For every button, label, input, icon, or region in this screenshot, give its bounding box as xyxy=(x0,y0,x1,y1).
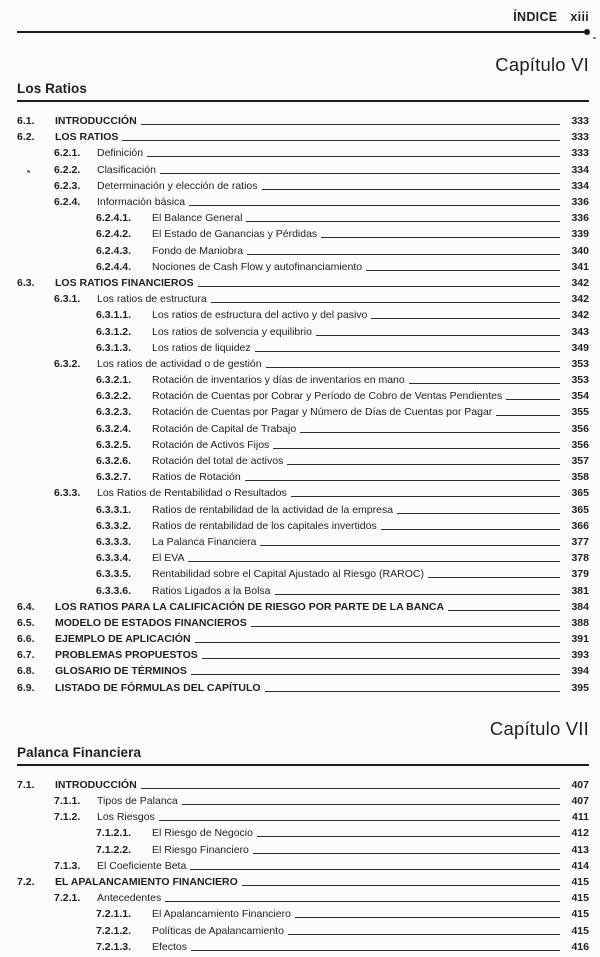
leader-line xyxy=(257,836,560,837)
leader-line xyxy=(262,189,561,190)
entry-title: Ratios de Rotación xyxy=(152,471,241,484)
entry-number: 6.3.3.6. xyxy=(96,584,132,597)
toc-entry xyxy=(17,777,589,793)
entry-title: Nociones de Cash Flow y autofinanciamiento xyxy=(152,260,363,273)
entry-number: 6.3.2.5. xyxy=(96,438,132,451)
entry-page-number: 339 xyxy=(571,228,589,241)
leader-line xyxy=(247,254,560,255)
entry-page-number: 411 xyxy=(572,811,589,824)
entry-number: 6.2.4.4. xyxy=(96,260,132,273)
entry-number: 7.1.1. xyxy=(54,795,81,808)
entry-number: 6.3.3.5. xyxy=(96,568,132,581)
entry-page-number: 333 xyxy=(571,131,589,144)
toc-entry xyxy=(17,615,589,631)
entry-number: 7.1.2.1. xyxy=(96,827,132,840)
scan-speck xyxy=(593,37,596,39)
toc-entry xyxy=(17,631,589,647)
entry-title: Los Ratios de Rentabilidad o Resultados xyxy=(97,487,287,500)
entry-number: 6.3.2.4. xyxy=(96,422,132,435)
toc-entry xyxy=(17,890,589,906)
entry-page-number: 358 xyxy=(571,471,589,484)
entry-page-number: 393 xyxy=(571,649,589,662)
entry-title: GLOSARIO DE TÉRMINOS xyxy=(55,665,187,678)
entry-page-number: 381 xyxy=(571,584,589,597)
entry-number: 6.5. xyxy=(17,616,35,629)
entry-page-number: 355 xyxy=(571,406,589,419)
entry-number: 6.2.4.1. xyxy=(96,212,132,225)
entry-number: 6.2.3. xyxy=(54,179,81,192)
toc-entry xyxy=(17,922,589,938)
toc-entry xyxy=(17,226,589,242)
leader-line xyxy=(159,820,560,821)
chapter-vi-section xyxy=(17,53,589,696)
running-head-folio: xiii xyxy=(570,10,589,24)
entry-title: LOS RATIOS FINANCIEROS xyxy=(55,276,194,289)
entry-title: Fondo de Maniobra xyxy=(152,244,244,257)
leader-line xyxy=(381,529,560,530)
entry-number: 6.2.1. xyxy=(54,147,81,160)
leader-line xyxy=(409,383,560,384)
toc-entry xyxy=(17,599,589,615)
entry-number: 7.2. xyxy=(17,875,35,888)
entry-number: 6.2.4. xyxy=(54,196,81,209)
toc-entry xyxy=(17,566,589,582)
toc-entry xyxy=(17,534,589,550)
running-head xyxy=(17,10,589,24)
entry-page-number: 336 xyxy=(571,196,589,209)
entry-page-number: 377 xyxy=(571,535,589,548)
toc-entry xyxy=(17,275,589,291)
entry-number: 6.8. xyxy=(17,665,35,678)
leader-line xyxy=(397,513,560,514)
leader-line xyxy=(141,124,560,125)
toc-entry xyxy=(17,404,589,420)
entry-page-number: 340 xyxy=(571,244,589,257)
leader-line xyxy=(506,399,560,400)
toc-entry xyxy=(17,518,589,534)
entry-title: LOS RATIOS PARA LA CALIFICACIÓN DE RIESGO POR PARTE DE LA BANCA xyxy=(55,600,445,613)
entry-number: 6.3.2.3. xyxy=(96,406,132,419)
entry-title: Políticas de Apalancamiento xyxy=(152,924,284,937)
toc-entry xyxy=(17,323,589,339)
entry-title: El EVA xyxy=(152,552,185,565)
entry-page-number: 391 xyxy=(571,633,589,646)
leader-line xyxy=(160,173,560,174)
chapter-title-rule xyxy=(17,764,589,766)
toc-entries-list xyxy=(17,113,589,696)
entry-number: 6.2.4.3. xyxy=(96,244,132,257)
entry-page-number: 334 xyxy=(571,179,589,192)
entry-number: 6.3.3. xyxy=(54,487,81,500)
leader-line xyxy=(295,917,560,918)
entry-page-number: 353 xyxy=(571,357,589,370)
entry-page-number: 366 xyxy=(571,519,589,532)
toc-entry xyxy=(17,453,589,469)
entry-page-number: 342 xyxy=(571,276,589,289)
entry-title: Tipos de Palanca xyxy=(97,795,178,808)
entry-page-number: 365 xyxy=(571,487,589,500)
entry-number: 6.4. xyxy=(17,600,35,613)
toc-entry xyxy=(17,647,589,663)
toc-entry xyxy=(17,388,589,404)
leader-line xyxy=(251,626,560,627)
entry-number: 6.2.2. xyxy=(54,163,81,176)
entry-title: Ratios de rentabilidad de los capitales invertidos xyxy=(152,519,377,532)
leader-line xyxy=(189,205,560,206)
entry-number: 7.2.1. xyxy=(54,892,81,905)
entry-number: 6.3.2.7. xyxy=(96,471,132,484)
entry-page-number: 415 xyxy=(571,908,589,921)
entry-number: 6.3.1.3. xyxy=(96,341,132,354)
entry-number: 6.3.2.6. xyxy=(96,455,132,468)
leader-line xyxy=(266,367,560,368)
entry-number: 6.3.3.3. xyxy=(96,535,132,548)
entry-number: 6.3.1.2. xyxy=(96,325,132,338)
leader-line xyxy=(141,788,560,789)
entry-page-number: 343 xyxy=(571,325,589,338)
entry-title: INTRODUCCIÓN xyxy=(55,115,137,128)
entry-title: Rotación del total de activos xyxy=(152,455,284,468)
entry-title: Clasificación xyxy=(97,163,156,176)
entry-page-number: 379 xyxy=(571,568,589,581)
toc-entry xyxy=(17,372,589,388)
entry-number: 6.3.2.1. xyxy=(96,374,132,387)
entry-number: 6.3.2.2. xyxy=(96,390,132,403)
header-rule xyxy=(17,31,589,33)
toc-entry xyxy=(17,113,589,129)
leader-line xyxy=(288,934,560,935)
entry-title: LISTADO DE FÓRMULAS DEL CAPÍTULO xyxy=(55,681,261,694)
entry-page-number: 414 xyxy=(571,859,589,872)
entry-page-number: 415 xyxy=(571,924,589,937)
entry-title: PROBLEMAS PROPUESTOS xyxy=(55,649,198,662)
toc-entry xyxy=(17,340,589,356)
leader-line xyxy=(448,610,560,611)
entry-title: El Balance General xyxy=(152,212,243,225)
entry-number: 7.2.1.2. xyxy=(96,924,132,937)
entry-page-number: 357 xyxy=(571,455,589,468)
entry-page-number: 336 xyxy=(571,212,589,225)
leader-line xyxy=(188,561,560,562)
toc-entry xyxy=(17,243,589,259)
leader-line xyxy=(496,415,560,416)
entry-number: 7.1. xyxy=(17,778,35,791)
toc-entry xyxy=(17,680,589,696)
entry-title: Los Riesgos xyxy=(97,811,155,824)
toc-entry xyxy=(17,307,589,323)
entry-number: 7.1.2. xyxy=(54,811,81,824)
entry-title: Efectos xyxy=(152,940,188,953)
leader-line xyxy=(275,594,561,595)
entry-number: 7.2.1.1. xyxy=(96,908,132,921)
entry-title: EL APALANCAMIENTO FINANCIERO xyxy=(55,875,238,888)
entry-title: Rotación de Capital de Trabajo xyxy=(152,422,297,435)
toc-entry xyxy=(17,259,589,275)
toc-entry xyxy=(17,356,589,372)
entry-page-number: 333 xyxy=(571,147,589,160)
chapter-title: Palanca Financiera xyxy=(17,744,142,760)
entry-page-number: 333 xyxy=(571,115,589,128)
entry-title: Los ratios de actividad o de gestión xyxy=(97,357,262,370)
toc-entry xyxy=(17,291,589,307)
leader-line xyxy=(198,286,560,287)
entry-title: Los ratios de solvencia y equilibrio xyxy=(152,325,312,338)
toc-entry xyxy=(17,939,589,955)
entry-number: 6.2. xyxy=(17,131,35,144)
entry-page-number: 353 xyxy=(571,374,589,387)
toc-entry xyxy=(17,550,589,566)
running-head-title: ÍNDICE xyxy=(513,10,558,24)
entry-number: 7.2.1.3. xyxy=(96,940,132,953)
entry-title: Los ratios de estructura del activo y del pasivo xyxy=(152,309,368,322)
leader-line xyxy=(122,140,560,141)
toc-entry xyxy=(17,582,589,598)
toc-entry xyxy=(17,485,589,501)
toc-entry xyxy=(17,663,589,679)
entry-title: Los ratios de liquidez xyxy=(152,341,251,354)
entry-title: Rotación de inventarios y días de inventarios en mano xyxy=(152,374,405,387)
toc-entry xyxy=(17,194,589,210)
entry-page-number: 407 xyxy=(571,795,589,808)
entry-title: Rentabilidad sobre el Capital Ajustado al Riesgo (RAROC) xyxy=(152,568,424,581)
leader-line xyxy=(428,577,560,578)
entry-page-number: 342 xyxy=(571,293,589,306)
leader-line xyxy=(202,658,560,659)
entry-title: Ratios de rentabilidad de la actividad de la empresa xyxy=(152,503,394,516)
entry-title: El Estado de Ganancias y Pérdidas xyxy=(152,228,318,241)
entry-page-number: 334 xyxy=(571,163,589,176)
toc-entry xyxy=(17,469,589,485)
entry-page-number: 415 xyxy=(571,875,589,888)
entry-title: Rotación de Cuentas por Pagar y Número de Días de Cuentas por Pagar xyxy=(152,406,493,419)
entry-title: El Apalancamiento Financiero xyxy=(152,908,291,921)
leader-line xyxy=(260,545,560,546)
entry-title: INTRODUCCIÓN xyxy=(55,778,137,791)
entry-page-number: 407 xyxy=(571,778,589,791)
entry-title: El Coeficiente Beta xyxy=(97,859,187,872)
entry-title: MODELO DE ESTADOS FINANCIEROS xyxy=(55,616,247,629)
toc-entry xyxy=(17,842,589,858)
entry-title: El Riesgo Financiero xyxy=(152,843,249,856)
entry-page-number: 341 xyxy=(571,260,589,273)
toc-entry xyxy=(17,210,589,226)
entry-page-number: 354 xyxy=(571,390,589,403)
leader-line xyxy=(255,351,560,352)
leader-line xyxy=(253,853,560,854)
chapter-title-rule xyxy=(17,100,589,102)
entry-number: 6.3.3.1. xyxy=(96,503,132,516)
entry-page-number: 413 xyxy=(571,843,589,856)
toc-entries-list xyxy=(17,777,589,955)
entry-number: 7.1.3. xyxy=(54,859,81,872)
leader-line xyxy=(165,901,560,902)
entry-page-number: 394 xyxy=(571,665,589,678)
toc-entry xyxy=(17,858,589,874)
entry-title: La Palanca Financiera xyxy=(152,535,257,548)
entry-number: 6.3. xyxy=(17,276,35,289)
entry-number: 6.3.3.2. xyxy=(96,519,132,532)
toc-entry xyxy=(17,421,589,437)
leader-line xyxy=(195,642,560,643)
entry-number: 6.2.4.2. xyxy=(96,228,132,241)
leader-line xyxy=(265,691,560,692)
leader-line xyxy=(147,156,560,157)
toc-entry xyxy=(17,825,589,841)
entry-title: Rotación de Activos Fijos xyxy=(152,438,270,451)
entry-title: Rotación de Cuentas por Cobrar y Período de Cobro de Ventas Pendientes xyxy=(152,390,503,403)
chapter-label: Capítulo VII xyxy=(489,717,589,739)
leader-line xyxy=(371,318,560,319)
entry-page-number: 342 xyxy=(571,309,589,322)
entry-title: Ratios Ligados a la Bolsa xyxy=(152,584,271,597)
entry-page-number: 415 xyxy=(571,892,589,905)
entry-page-number: 388 xyxy=(571,616,589,629)
entry-number: 6.3.1.1. xyxy=(96,309,132,322)
leader-line xyxy=(291,496,560,497)
entry-number: 6.6. xyxy=(17,633,35,646)
scan-speck xyxy=(27,170,30,173)
leader-line xyxy=(366,270,560,271)
leader-line xyxy=(190,869,560,870)
leader-line xyxy=(273,448,560,449)
entry-page-number: 356 xyxy=(571,438,589,451)
entry-page-number: 416 xyxy=(571,940,589,953)
leader-line xyxy=(316,335,560,336)
toc-entry xyxy=(17,437,589,453)
entry-page-number: 395 xyxy=(571,681,589,694)
leader-line xyxy=(191,674,560,675)
entry-number: 6.3.2. xyxy=(54,357,81,370)
entry-number: 6.9. xyxy=(17,681,35,694)
entry-number: 6.7. xyxy=(17,649,35,662)
toc-entry xyxy=(17,809,589,825)
toc-entry xyxy=(17,502,589,518)
entry-page-number: 356 xyxy=(571,422,589,435)
entry-title: EJEMPLO DE APLICACIÓN xyxy=(55,633,191,646)
entry-number: 6.3.1. xyxy=(54,293,81,306)
toc-entry xyxy=(17,145,589,161)
entry-number: 7.1.2.2. xyxy=(96,843,132,856)
entry-page-number: 365 xyxy=(571,503,589,516)
toc-entry xyxy=(17,162,589,178)
leader-line xyxy=(321,237,560,238)
toc-entry xyxy=(17,793,589,809)
leader-line xyxy=(246,221,560,222)
entry-number: 6.3.3.4. xyxy=(96,552,132,565)
leader-line xyxy=(287,464,560,465)
toc-entry xyxy=(17,906,589,922)
leader-line xyxy=(245,480,560,481)
toc-entry xyxy=(17,178,589,194)
chapter-vii-section xyxy=(17,717,589,955)
leader-line xyxy=(191,950,560,951)
leader-line xyxy=(211,302,560,303)
leader-line xyxy=(182,804,560,805)
header-rule-end-dot xyxy=(584,29,590,35)
entry-page-number: 384 xyxy=(571,600,589,613)
leader-line xyxy=(300,432,560,433)
leader-line xyxy=(242,885,560,886)
entry-title: LOS RATIOS xyxy=(55,131,119,144)
entry-page-number: 378 xyxy=(571,552,589,565)
entry-title: Definición xyxy=(97,147,144,160)
entry-title: Determinación y elección de ratios xyxy=(97,179,258,192)
chapter-title: Los Ratios xyxy=(17,81,88,96)
chapter-label: Capítulo VI xyxy=(495,54,589,75)
entry-page-number: 412 xyxy=(571,827,589,840)
entry-title: Antecedentes xyxy=(97,892,162,905)
entry-title: El Riesgo de Negocio xyxy=(152,827,253,840)
toc-entry xyxy=(17,129,589,145)
entry-number: 6.1. xyxy=(17,115,35,128)
entry-title: Los ratios de estructura xyxy=(97,293,207,306)
entry-title: Información básica xyxy=(97,196,186,209)
toc-entry xyxy=(17,874,589,890)
entry-page-number: 349 xyxy=(571,341,589,354)
